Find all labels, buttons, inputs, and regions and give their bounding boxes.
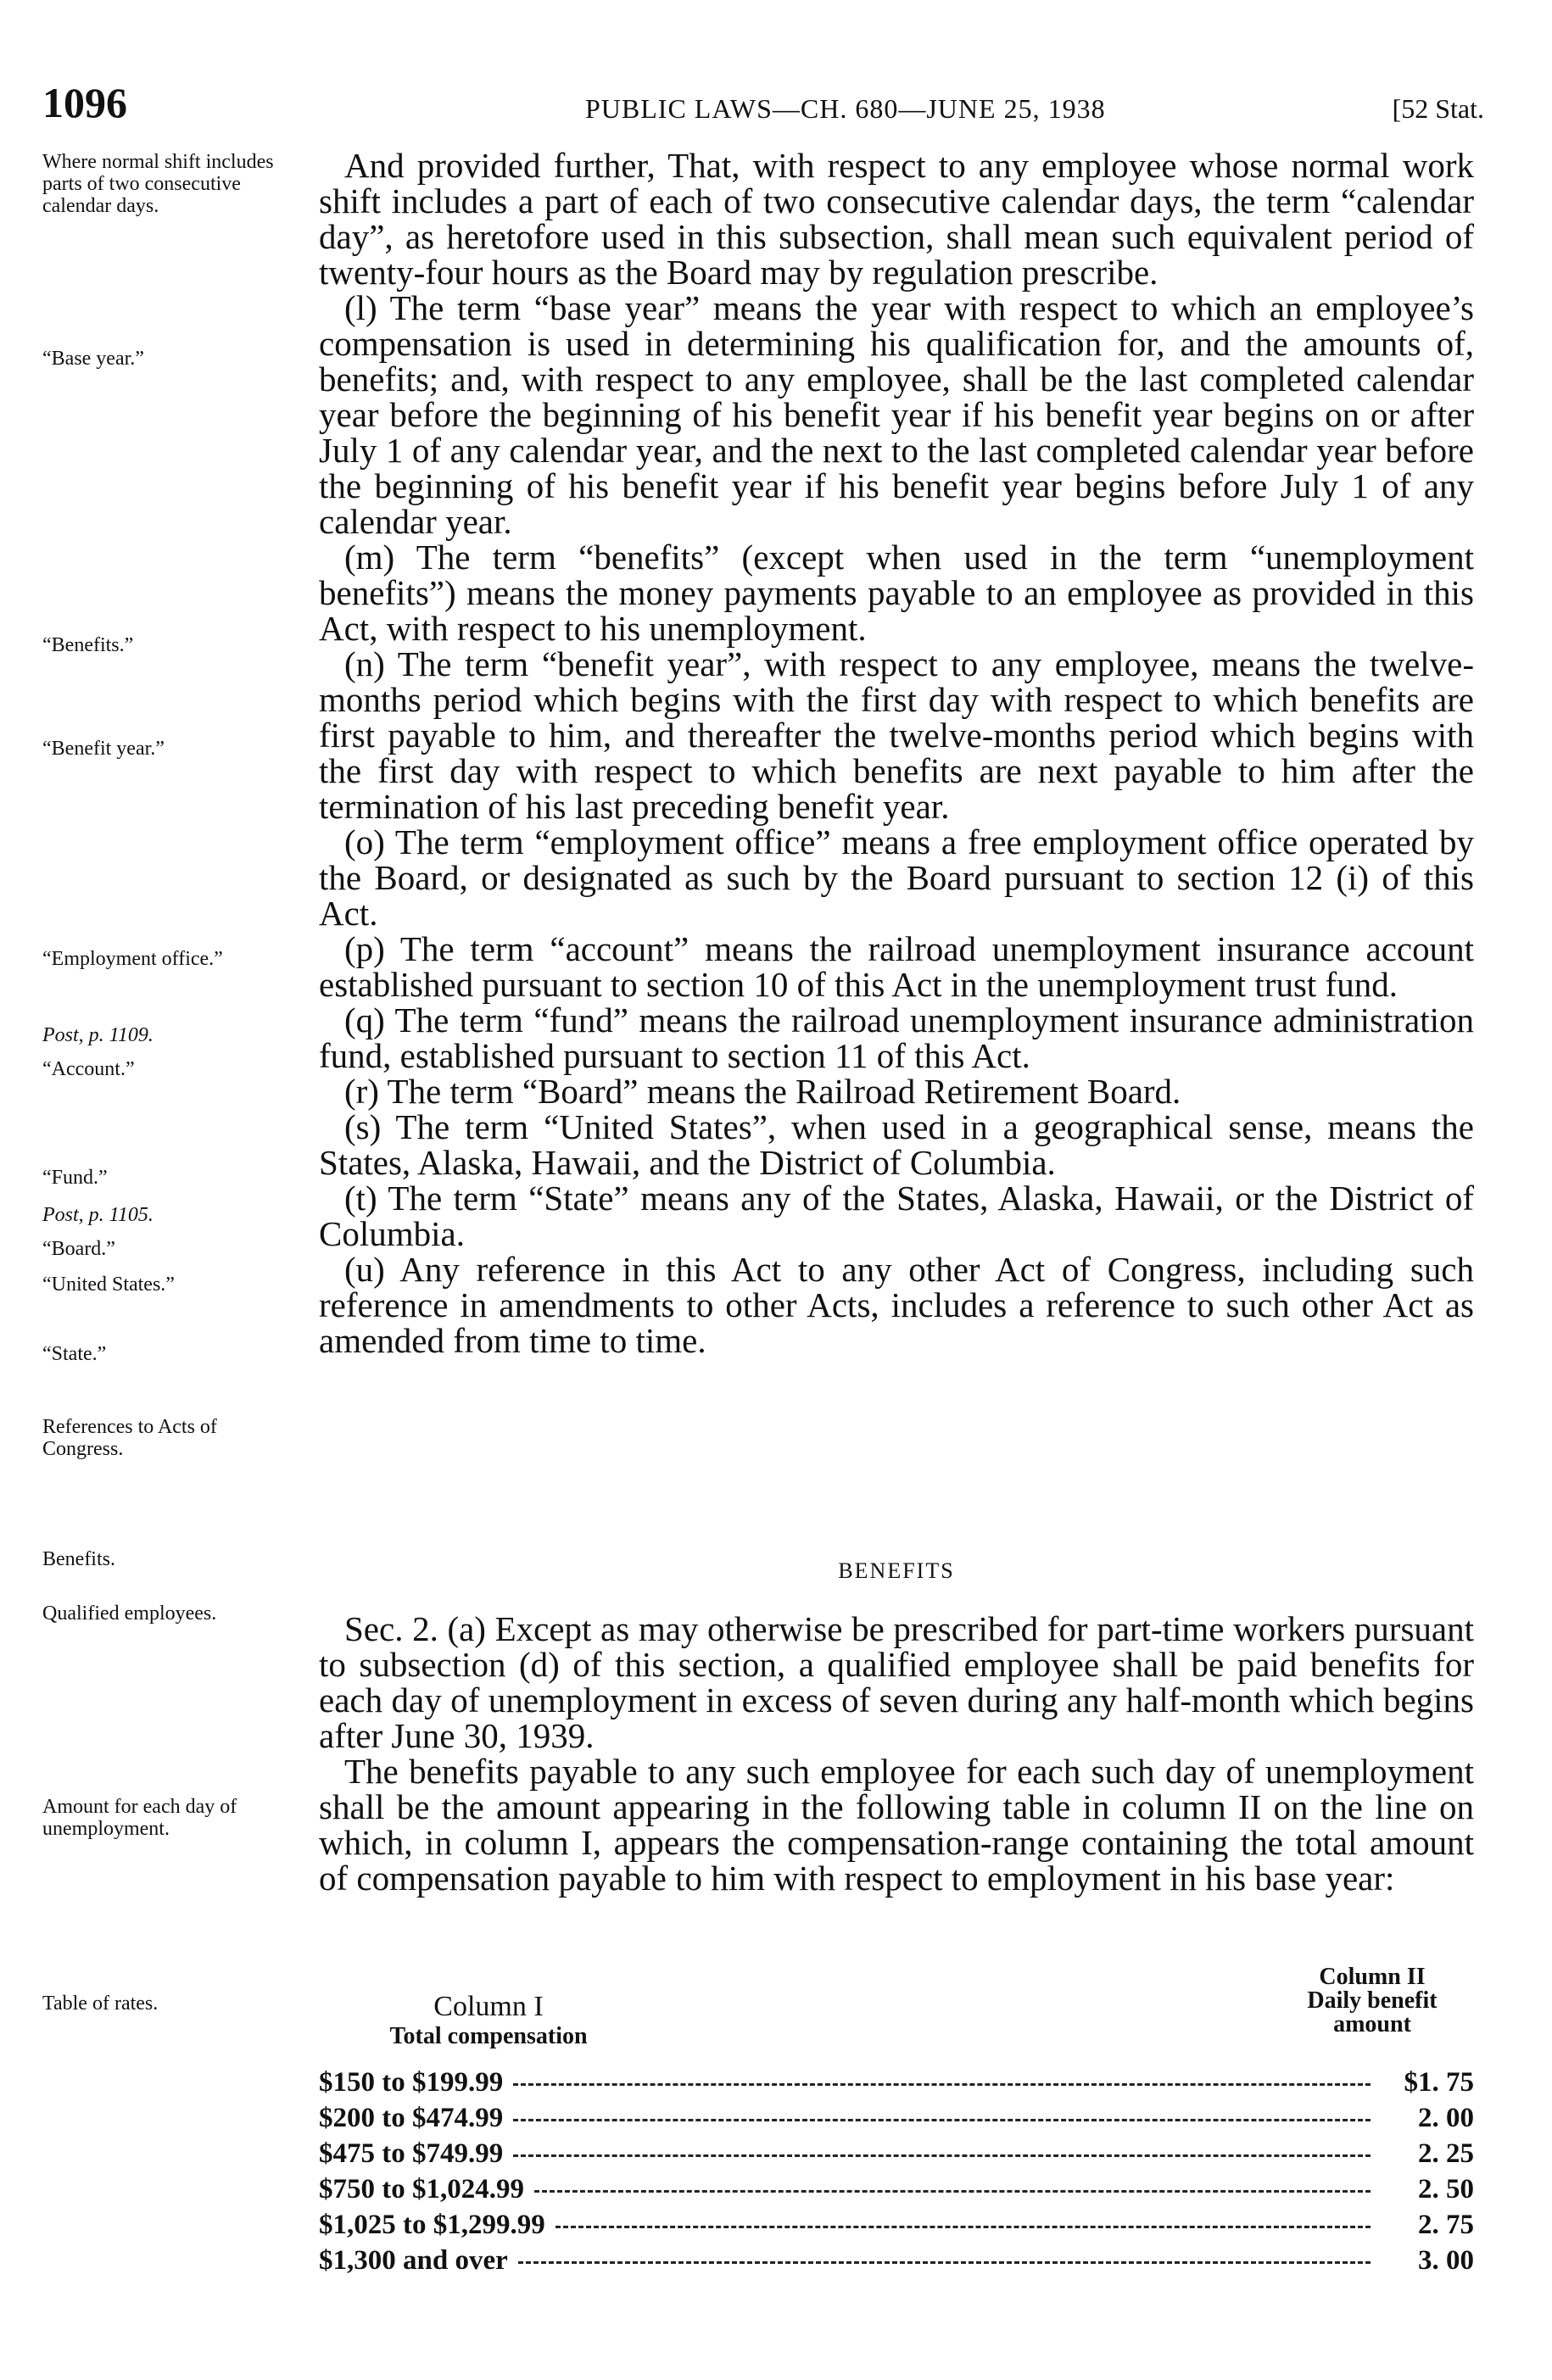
row-amount: 2. 75 [1418,2210,1474,2240]
table-row [319,2245,1474,2281]
row-range: $1,300 and over [319,2245,508,2276]
column-2-header [1270,1965,1474,2037]
section-heading: BENEFITS [838,1558,955,1583]
margin-note-base-year: “Base year.” [42,348,144,370]
margin-note-normal-shift: Where normal shift includes parts of two consecutive calendar days. [42,151,274,217]
paragraph-base-year: (l) The term “base year” means the year with respect to which an employee’s compensation is used in determining his qualification for, and the amounts of, benefits; and, with respect to any employee, shall be the last completed calendar year before the beginning of his benefit year if his benefit year begins on or after July 1 of any calendar year, and the next to the last completed calendar year before the beginning of his benefit year if his benefit year begins before July 1 of any calendar year. [319,288,1474,541]
leader-dots [518,2261,1371,2264]
paragraph-references: (u) Any reference in this Act to any other Act of Congress, including such reference in amendments to other Acts, includes a reference to such other Act as amended from time to time. [319,1250,1474,1360]
margin-note-post-1105: Post, p. 1105. [42,1204,154,1226]
margin-note-benefits-section: Benefits. [42,1548,115,1570]
margin-note-benefit-year: “Benefit year.” [42,738,165,760]
leader-dots [555,2226,1371,2228]
row-range: $475 to $749.99 [319,2138,504,2169]
margin-note-post-1109: Post, p. 1109. [42,1024,154,1046]
paragraph-benefit-year: (n) The term “benefit year”, with respect to any employee, means the twelve-months period which begins with the first day with respect to which benefits are first payable to him, and thereafter the twelve-months period which begins with the first day with respect to which benefits are next payable to him after the termination of his last preceding benefit year. [319,644,1474,826]
body-benefits [319,1611,1474,1896]
margin-note-table-of-rates: Table of rates. [42,1993,159,2015]
row-amount: 3. 00 [1418,2245,1474,2276]
page-header [42,78,1484,129]
margin-note-amount-per-day: Amount for each day of unemployment. [42,1796,237,1840]
paragraph-calendar-day: And provided further, That, with respect to any employee whose normal work shift includes a part of each of two consecutive calendar days, the term “calendar day”, as heretofore used in this subsection, shall mean such equivalent period of twenty-four hours as the Board may by regulation prescribe. [319,146,1474,292]
body-definitions [319,148,1474,1358]
column-1-subtitle: Total compensation [389,2023,588,2049]
page-number: 1096 [42,79,127,126]
paragraph-fund: (q) The term “fund” means the railroad unemployment insurance administration fund, established pursuant to section 11 of this Act. [319,1000,1474,1075]
row-amount: $1. 75 [1404,2067,1474,2098]
row-range: $1,025 to $1,299.99 [319,2210,545,2240]
paragraph-employment-office: (o) The term “employment office” means a free employment office operated by the Board, or designated as such by the Board pursuant to section 12 (i) of this Act. [319,822,1474,933]
row-amount: 2. 25 [1418,2138,1474,2169]
table-row [319,2210,1474,2245]
margin-note-fund: “Fund.” [42,1167,108,1189]
paragraph-benefit-amount: The benefits payable to any such employee for each such day of unemployment shall be the amount appearing in the following table in column II on the line on which, in column I, appears the compensation-range containing the total amount of compensation payable to him with respect to employment in his base year: [319,1752,1474,1898]
margin-note-references: References to Acts of Congress. [42,1416,217,1460]
table-row [319,2138,1474,2174]
table-row [319,2174,1474,2210]
row-range: $750 to $1,024.99 [319,2174,524,2204]
statute-reference: [52 Stat. [1392,93,1484,124]
running-title: PUBLIC LAWS—CH. 680—JUNE 25, 1938 [585,93,1106,124]
column-2-subtitle: Daily benefit amount [1307,1987,1438,2037]
leader-dots [513,2154,1371,2157]
margin-note-board: “Board.” [42,1238,115,1260]
paragraph-united-states: (s) The term “United States”, when used in a geographical sense, means the States, Alaska, Hawaii, and the District of Columbia. [319,1107,1474,1182]
paragraph-state: (t) The term “State” means any of the States, Alaska, Hawaii, or the District of Columbia. [319,1179,1474,1253]
row-range: $150 to $199.99 [319,2067,504,2098]
row-range: $200 to $474.99 [319,2103,504,2133]
leader-dots [534,2190,1371,2193]
table-row [319,2067,1474,2103]
margin-note-state: “State.” [42,1343,107,1365]
row-amount: 2. 00 [1418,2103,1474,2133]
column-1-header [319,1991,658,2050]
row-amount: 2. 50 [1418,2174,1474,2204]
column-2-title: Column II [1319,1964,1426,1990]
table-row [319,2103,1474,2138]
column-1-title: Column I [433,1991,544,2022]
margin-note-employment-office: “Employment office.” [42,948,223,970]
margin-note-united-states: “United States.” [42,1274,175,1296]
paragraph-board: (r) The term “Board” means the Railroad Retirement Board. [344,1072,1181,1111]
margin-note-account: “Account.” [42,1058,135,1080]
paragraph-account: (p) The term “account” means the railroad unemployment insurance account established pursuant to section 10 of this Act in the unemployment trust fund. [319,929,1474,1004]
leader-dots [513,2083,1371,2086]
paragraph-benefits: (m) The term “benefits” (except when used in the term “unemployment benefits”) means the money payments payable to an employee as provided in this Act, with respect to his unemployment. [319,538,1474,648]
leader-dots [513,2119,1371,2121]
paragraph-section-2a: Sec. 2. (a) Except as may otherwise be prescribed for part-time workers pursuant to subsection (d) of this section, a qualified employee shall be paid benefits for each day of unemployment in excess of seven during any half-month which begins after June 30, 1939. [319,1609,1474,1755]
margin-note-qualified-employees: Qualified employees. [42,1602,217,1625]
table-rows [319,2067,1474,2281]
margin-note-benefits: “Benefits.” [42,634,134,656]
